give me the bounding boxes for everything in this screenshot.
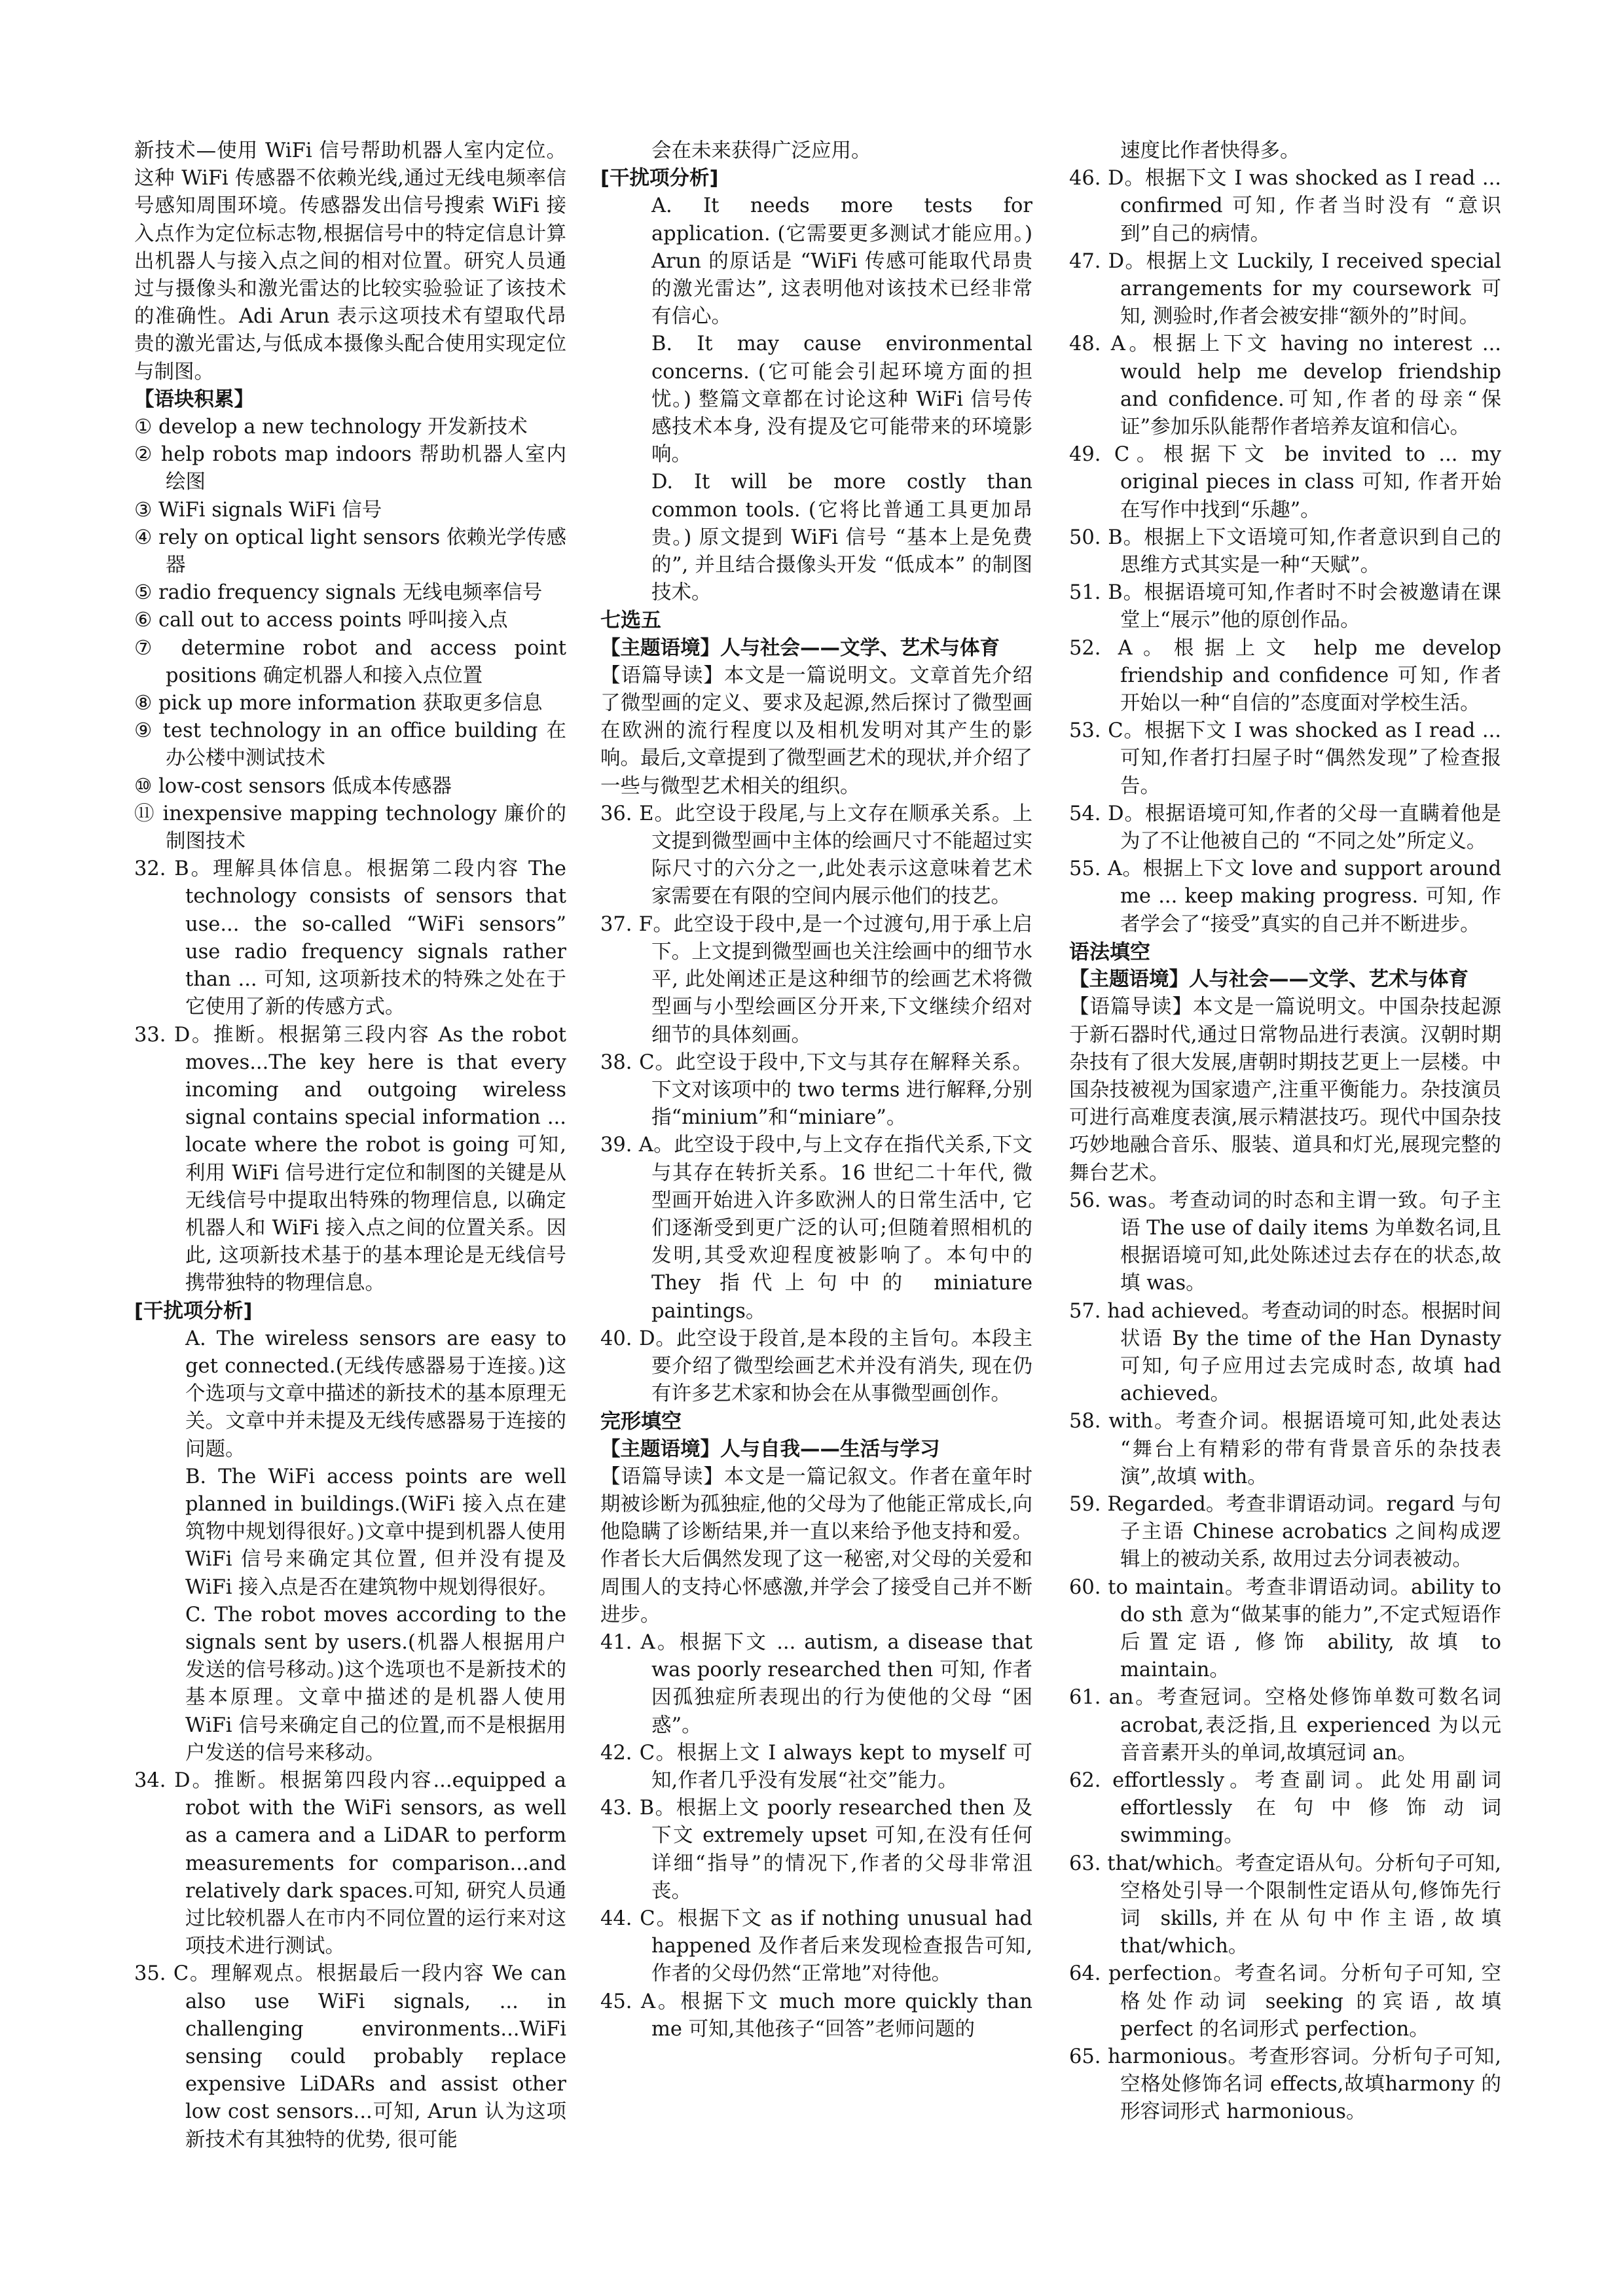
answer-item: 58. with。考查介词。根据语境可知,此处表达 “舞台上有精彩的带有背景音乐的杂技表演”,故填 with。 — [1069, 1410, 1501, 1488]
phrase-item: ⑧ pick up more information 获取更多信息 — [134, 692, 543, 715]
section-heading: 【主题语境】人与社会——文学、艺术与体育 — [600, 636, 1000, 660]
answer-item: 64. perfection。考查名词。分析句子可知, 空格处作动词 seeking 的宾语, 故填 perfect 的名词形式 perfection。 — [1069, 1962, 1501, 2041]
answer-item: 40. D。此空设于段首,是本段的主旨句。本段主要介绍了微型绘画艺术并没有消失, 现在仍有许多艺术家和协会在从事微型画创作。 — [600, 1327, 1032, 1406]
column-left — [134, 137, 566, 2154]
answer-item: 48. A。根据上下文 having no interest ... would help me develop friendship and confidence.可知,作者的母亲“保证”参加乐队能帮作者培养友谊和信心。 — [1069, 332, 1501, 439]
phrase-item: ④ rely on optical light sensors 依赖光学传感器 — [134, 526, 566, 577]
answer-item: 34. D。推断。根据第四段内容...equipped a robot with the WiFi sensors, as well as a camera and a LiDAR to perform measurements for comparison...and relatively dark spaces.可知, 研究人员通过比较机器人在市内不同位置的运行来对这项技术进行测试。 — [134, 1768, 566, 1958]
answer-item: 44. C。根据下文 as if nothing unusual had happened 及作者后来发现检查报告可知,作者的父母仍然“正常地”对待他。 — [600, 1907, 1032, 1986]
answer-item: 39. A。此空设于段中,与上文存在指代关系,下文与其存在转折关系。16 世纪二十年代, 微型画开始进入许多欧洲人的日常生活中, 它们逐渐受到更广泛的认可;但随着照相机的发明,其受欢迎程度被影响了。本句中的 They 指代上句中的 miniature paintings。 — [600, 1134, 1032, 1323]
answer-item: 65. harmonious。考查形容词。分析句子可知,空格处修饰名词 effects,故填harmony 的形容词形式 harmonious。 — [1069, 2045, 1501, 2124]
answer-key-page — [134, 137, 1499, 2186]
section-title: 语法填空 — [1069, 940, 1150, 964]
answer-item: 47. D。根据上文 Luckily, I received special arrangements for my coursework 可知, 测验时,作者会被安排“额外的”时间。 — [1069, 249, 1501, 329]
section-heading: 【语块积累】 — [134, 387, 254, 411]
answer-item: 33. D。推断。根据第三段内容 As the robot moves...The key here is that every incoming and outgoing wireless signal contains special information ... locate where the robot is going 可知, 利用 WiFi 信号进行定位和制图的关键是从无线信号中提取出特殊的物理信息, 以确定机器人和 WiFi 接入点之间的位置关系。因此, 这项新技术基于的基本理论是无线信号携带独特的物理信息。 — [134, 1023, 566, 1295]
paragraph: 【语篇导读】本文是一篇记叙文。作者在童年时期被诊断为孤独症,他的父母为了他能正常成长,向他隐瞒了诊断结果,并一直以来给予他支持和爱。作者长大后偶然发现了这一秘密,对父母的关爱和周围人的支持心怀感激,并学会了接受自己并不断进步。 — [600, 1465, 1032, 1626]
answer-item: 60. to maintain。考查非谓语动词。ability to do sth 意为“做某事的能力”,不定式短语作后置定语, 修饰 ability, 故填 to maintain。 — [1069, 1575, 1501, 1682]
phrase-item: ⑤ radio frequency signals 无线电频率信号 — [134, 581, 543, 605]
answer-item: 52. A。根据上文 help me develop friendship and confidence 可知, 作者开始以一种“自信的”态度面对学校生活。 — [1069, 636, 1501, 715]
indented-paragraph: B. The WiFi access points are well planned in buildings.(WiFi 接入点在建筑物中规划得很好。)文章中提到机器人使用 WiFi 信号来确定其位置, 但并没有提及 WiFi 接入点是否在建筑物中规划得很好。 — [185, 1465, 566, 1599]
answer-item: 38. C。此空设于段中,下文与其存在解释关系。下文对该项中的 two terms 进行解释,分别指“minium”和“miniare”。 — [600, 1050, 1032, 1130]
phrase-item: ② help robots map indoors 帮助机器人室内绘图 — [134, 443, 566, 494]
phrase-item: ⑪ inexpensive mapping technology 廉价的制图技术 — [134, 802, 566, 853]
column-middle — [600, 137, 1032, 2043]
answer-item: 62. effortlessly。考查副词。此处用副词 effortlessly 在句中修饰动词 swimming。 — [1069, 1768, 1501, 1848]
answer-item: 45. A。根据下文 much more quickly than me 可知,其他孩子“回答”老师问题的 — [600, 1990, 1032, 2041]
indented-paragraph: A. It needs more tests for application. (它需要更多测试才能应用。) Arun 的原话是 “WiFi 传感可能取代昂贵的激光雷达”, 这表明他对该技术已经非常有信心。 — [651, 194, 1032, 329]
answer-item: 36. E。此空设于段尾,与上文存在顺承关系。上文提到微型画中主体的绘画尺寸不能超过实际尺寸的六分之一,此处表示这意味着艺术家需要在有限的空间内展示他们的技艺。 — [600, 802, 1032, 908]
phrase-item: ⑦ determine robot and access point positions 确定机器人和接入点位置 — [134, 636, 566, 687]
paragraph: 新技术—使用 WiFi 信号帮助机器人室内定位。这种 WiFi 传感器不依赖光线,通过无线电频率信号感知周围环境。传感器发出信号搜索 WiFi 接入点作为定位标志物,根据信号中的特定信息计算出机器人与接入点之间的相对位置。研究人员通过与摄像头和激光雷达的比较实验验证了该技术的准确性。Adi Arun 表示这项技术有望取代昂贵的激光雷达,与低成本摄像头配合使用实现定位与制图。 — [134, 139, 566, 384]
indented-paragraph: D. It will be more costly than common tools. (它将比普通工具更加昂贵。) 原文提到 WiFi 信号 “基本上是免费的”, 并且结合摄像头开发 “低成本” 的制图技术。 — [651, 471, 1032, 605]
section-heading: 【主题语境】人与自我——生活与学习 — [600, 1437, 940, 1461]
section-title: 七选五 — [600, 609, 661, 633]
indented-paragraph: 速度比作者快得多。 — [1120, 139, 1300, 162]
answer-item: 59. Regarded。考查非谓语动词。regard 与句子主语 Chinese acrobatics 之间构成逻辑上的被动关系, 故用过去分词表被动。 — [1069, 1492, 1501, 1571]
indented-paragraph: A. The wireless sensors are easy to get connected.(无线传感器易于连接。)这个选项与文章中描述的新技术的基本原理无关。文章中并未提及无线传感器易于连接的问题。 — [185, 1327, 566, 1461]
answer-item: 53. C。根据下文 I was shocked as I read ... 可知,作者打扫屋子时“偶然发现”了检查报告。 — [1069, 719, 1501, 798]
paragraph: 【语篇导读】本文是一篇说明文。文章首先介绍了微型画的定义、要求及起源,然后探讨了微型画在欧洲的流行程度以及相机发明对其产生的影响。最后,文章提到了微型画艺术的现状,并介绍了一些与微型艺术相关的组织。 — [600, 664, 1032, 798]
answer-item: 54. D。根据语境可知,作者的父母一直瞒着他是为了不让他被自己的 “不同之处”所定义。 — [1069, 802, 1501, 853]
answer-item: 41. A。根据下文 ... autism, a disease that was poorly researched then 可知, 作者因孤独症所表现出的行为使他的父母 “困惑”。 — [600, 1630, 1032, 1737]
indented-paragraph: 会在未来获得广泛应用。 — [651, 139, 871, 162]
answer-item: 42. C。根据上文 I always kept to myself 可知,作者几乎没有发展“社交”能力。 — [600, 1741, 1032, 1792]
answer-item: 55. A。根据上下文 love and support around me ... keep making progress. 可知, 作者学会了“接受”真实的自己并不断进步。 — [1069, 857, 1501, 936]
answer-item: 63. that/which。考查定语从句。分析句子可知,空格处引导一个限制性定语从句,修饰先行词 skills,并在从句中作主语,故填 that/which。 — [1069, 1852, 1501, 1958]
answer-item: 49. C。根据下文 be invited to ... my original pieces in class 可知, 作者开始在写作中找到“乐趣”。 — [1069, 443, 1501, 522]
answer-item: 35. C。理解观点。根据最后一段内容 We can also use WiFi signals, ... in challenging environments...WiFi sensing could probably replace expensive LiDARs and assist other low cost sensors...可知, Arun 认为这项新技术有其独特的优势, 很可能 — [134, 1962, 566, 2151]
answer-item: 46. D。根据下文 I was shocked as I read ... confirmed 可知, 作者当时没有 “意识到”自己的病情。 — [1069, 167, 1501, 245]
indented-paragraph: C. The robot moves according to the signals sent by users.(机器人根据用户发送的信号移动。)这个选项也不是新技术的基本原理。文章中描述的是机器人使用 WiFi 信号来确定自己的位置,而不是根据用户发送的信号来移动。 — [185, 1603, 566, 1765]
answer-item: 50. B。根据上下文语境可知,作者意识到自己的思维方式其实是一种“天赋”。 — [1069, 526, 1501, 577]
section-heading: [干扰项分析] — [134, 1299, 253, 1323]
phrase-item: ① develop a new technology 开发新技术 — [134, 416, 528, 439]
answer-item: 51. B。根据语境可知,作者时不时会被邀请在课堂上“展示”他的原创作品。 — [1069, 581, 1501, 632]
phrase-item: ③ WiFi signals WiFi 信号 — [134, 498, 382, 522]
phrase-item: ⑨ test technology in an office building 在办公楼中测试技术 — [134, 719, 566, 770]
answer-item: 57. had achieved。考查动词的时态。根据时间状语 By the time of the Han Dynasty 可知, 句子应用过去完成时态, 故填 had achieved。 — [1069, 1299, 1501, 1406]
answer-item: 32. B。理解具体信息。根据第二段内容 The technology consists of sensors that use... the so-called “WiFi sensors” use radio frequency signals rather than ... 可知, 这项新技术的特殊之处在于它使用了新的传感方式。 — [134, 857, 566, 1019]
answer-item: 37. F。此空设于段中,是一个过渡句,用于承上启下。上文提到微型画也关注绘画中的细节水平, 此处阐述正是这种细节的绘画艺术将微型画与小型绘画区分开来,下文继续介绍对细节的具体刻画。 — [600, 912, 1032, 1047]
indented-paragraph: B. It may cause environmental concerns. (它可能会引起环境方面的担忧。) 整篇文章都在讨论这种 WiFi 信号传感技术本身, 没有提及它可能带来的环境影响。 — [651, 332, 1032, 467]
answer-item: 43. B。根据上文 poorly researched then 及下文 extremely upset 可知,在没有任何详细“指导”的情况下,作者的父母非常沮丧。 — [600, 1797, 1032, 1903]
phrase-item: ⑥ call out to access points 呼叫接入点 — [134, 609, 508, 632]
answer-item: 61. an。考查冠词。空格处修饰单数可数名词 acrobat,表泛指,且 experienced 为以元音音素开头的单词,故填冠词 an。 — [1069, 1686, 1501, 1765]
section-heading: [干扰项分析] — [600, 167, 719, 190]
column-right — [1069, 137, 1501, 2126]
section-heading: 【主题语境】人与社会——文学、艺术与体育 — [1069, 968, 1468, 992]
phrase-item: ⑩ low-cost sensors 低成本传感器 — [134, 774, 452, 798]
paragraph: 【语篇导读】本文是一篇说明文。中国杂技起源于新石器时代,通过日常物品进行表演。汉朝时期杂技有了很大发展,唐朝时期技艺更上一层楼。中国杂技被视为国家遗产,注重平衡能力。杂技演员可进行高难度表演,展示精湛技巧。现代中国杂技巧妙地融合音乐、服装、道具和灯光,展现完整的舞台艺术。 — [1069, 996, 1501, 1185]
section-title: 完形填空 — [600, 1410, 682, 1434]
answer-item: 56. was。考查动词的时态和主谓一致。句子主语 The use of daily items 为单数名词,且根据语境可知,此处陈述过去存在的状态,故填 was。 — [1069, 1189, 1501, 1295]
